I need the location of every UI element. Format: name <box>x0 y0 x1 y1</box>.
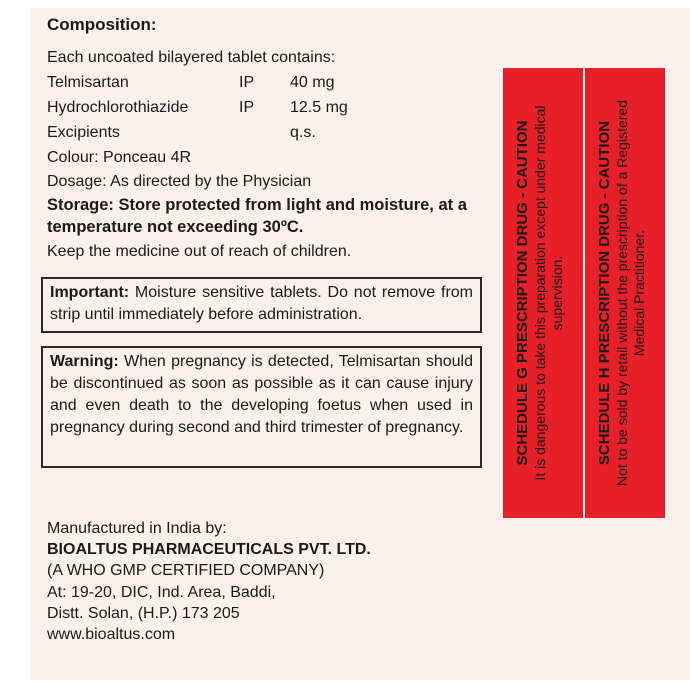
schedule-g-vertical-text <box>503 68 583 518</box>
schedule-h-vertical-text <box>585 68 665 518</box>
ingredient-standard: IP <box>239 99 255 116</box>
ingredient-name: Excipients <box>47 124 120 141</box>
ingredient-quantity: 12.5 mg <box>290 99 348 116</box>
warning-box <box>41 346 482 468</box>
children-warning: Keep the medicine out of reach of children. <box>47 243 352 260</box>
ingredient-name: Hydrochlorothiazide <box>47 99 189 116</box>
ingredient-standard: IP <box>239 74 255 91</box>
storage-label: Storage: <box>47 196 114 214</box>
warning-text: When pregnancy is detected, Telmisartan should be discontinued as soon as possible as it can cause injury and even death to the developing foetus when used in pregnancy during second and third trimester of pregnancy. <box>50 353 473 436</box>
composition-title: Composition: <box>47 15 157 34</box>
manufacturer-address-line1: At: 19-20, DIC, Ind. Area, Baddi, <box>47 584 276 601</box>
storage-text: Store protected from light and moisture, at a temperature not exceeding 30ºC. <box>47 196 467 236</box>
composition-intro: Each uncoated bilayered tablet contains: <box>47 49 336 66</box>
schedule-g-title: SCHEDULE G PRESCRIPTION DRUG - CAUTION <box>514 120 531 466</box>
warning-label: Warning: <box>50 353 119 370</box>
ingredient-row <box>47 124 447 144</box>
schedule-h-text: Not to be sold by retail without the prescription of a Registered Medical Practitioner. <box>614 100 647 486</box>
colour-line: Colour: Ponceau 4R <box>47 149 192 166</box>
ingredient-row <box>47 99 447 119</box>
manufacturer-address-line2: Distt. Solan, (H.P.) 173 205 <box>47 605 240 622</box>
important-text: Moisture sensitive tablets. Do not remove from strip until immediately before administration. <box>50 284 473 323</box>
medicine-label-panel <box>30 8 690 680</box>
ingredient-row <box>47 74 447 94</box>
schedule-h-title: SCHEDULE H PRESCRIPTION DRUG - CAUTION <box>596 120 613 466</box>
ingredient-name: Telmisartan <box>47 74 129 91</box>
important-box <box>41 277 482 333</box>
manufacturer-name: BIOALTUS PHARMACEUTICALS PVT. LTD. <box>47 541 371 558</box>
ingredient-quantity: q.s. <box>290 124 316 141</box>
schedule-g-caution-band <box>503 68 583 518</box>
schedule-g-text: It is dangerous to take this preparation except under medical supervision. <box>532 105 565 481</box>
dosage-line: Dosage: As directed by the Physician <box>47 173 312 190</box>
manufacturer-website: www.bioaltus.com <box>47 626 176 643</box>
ingredient-quantity: 40 mg <box>290 74 335 91</box>
manufacturer-intro: Manufactured in India by: <box>47 520 227 537</box>
schedule-h-caution-band <box>585 68 665 518</box>
important-label: Important: <box>50 284 130 301</box>
storage-instructions <box>47 194 477 238</box>
manufacturer-certification: (A WHO GMP CERTIFIED COMPANY) <box>47 562 325 579</box>
